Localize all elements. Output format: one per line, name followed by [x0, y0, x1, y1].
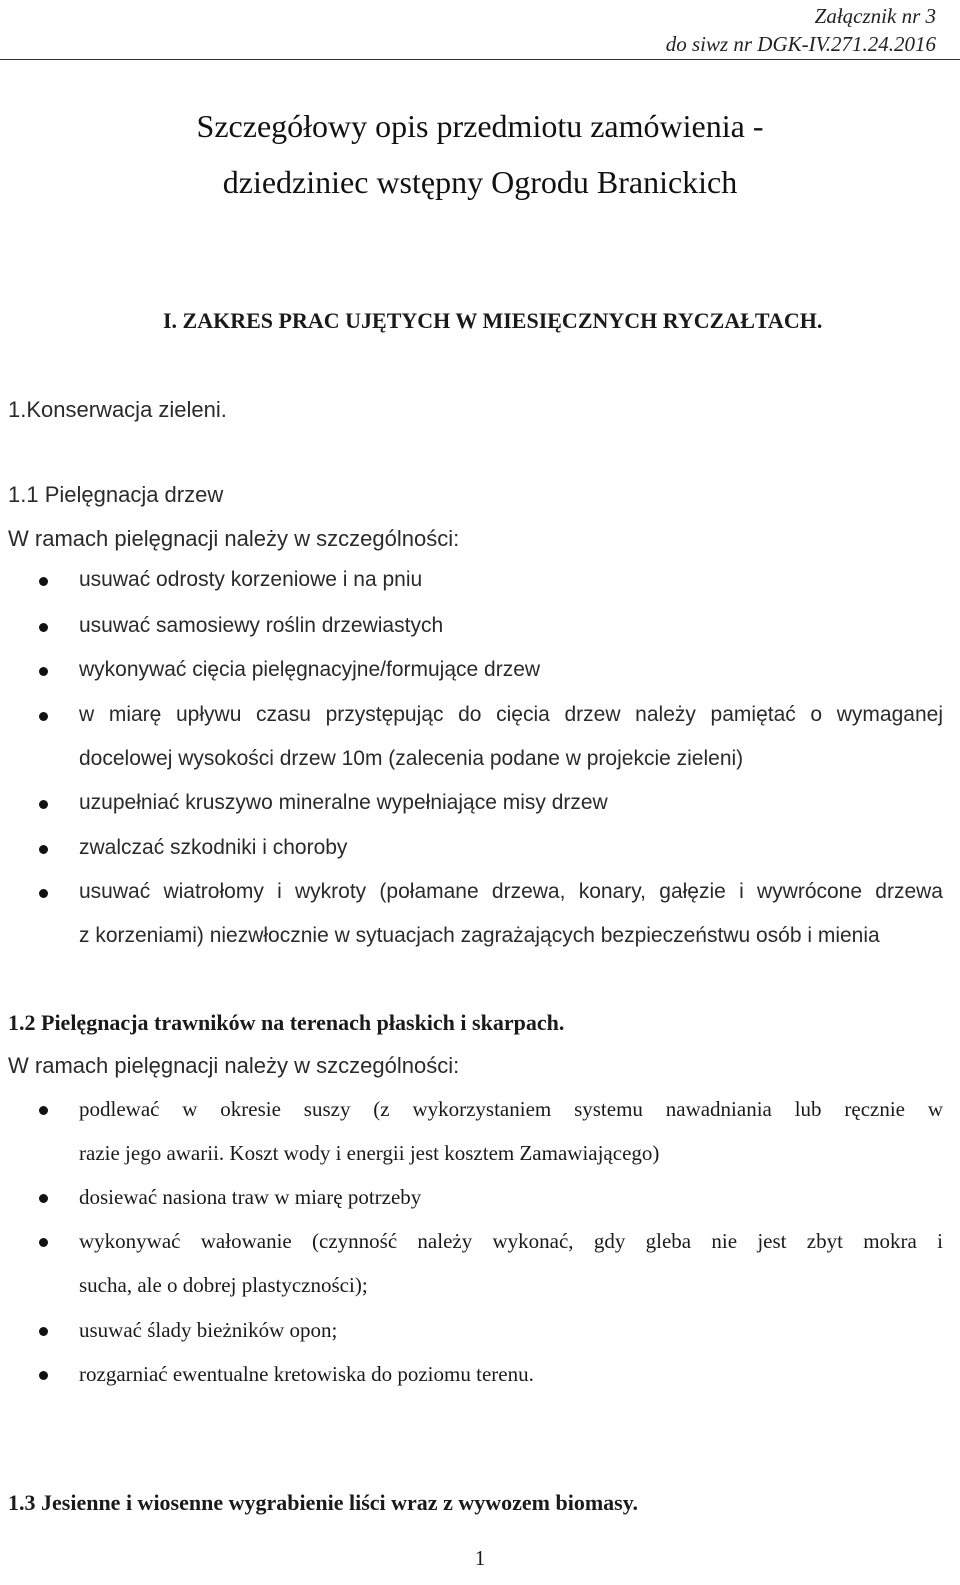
bullet-icon — [39, 712, 48, 721]
bullet-icon — [39, 1194, 48, 1203]
bullet-icon — [39, 623, 48, 632]
attachment-number: Załącznik nr 3 — [814, 4, 936, 28]
attachment-siwz-ref: do siwz nr DGK-IV.271.24.2016 — [665, 32, 936, 56]
list-item: usuwać samosiewy roślin drzewiastych — [79, 614, 444, 637]
list-item: dosiewać nasiona traw w miarę potrzeby — [79, 1185, 422, 1209]
header-divider — [0, 59, 960, 60]
list-item: uzupełniać kruszywo mineralne wypełniające misy drzew — [79, 791, 608, 814]
bullet-icon — [39, 1371, 48, 1380]
bullet-icon — [39, 845, 48, 854]
subsection-heading-1-2: 1.2 Pielęgnacja trawników na terenach płaskich i skarpach. — [8, 1010, 565, 1035]
page-number: 1 — [474, 1546, 486, 1570]
list-item: usuwać odrosty korzeniowe i na pniu — [79, 568, 423, 591]
page-title-line2: dziedziniec wstępny Ogrodu Branickich — [222, 164, 738, 200]
section-heading-I: I. ZAKRES PRAC UJĘTYCH W MIESIĘCZNYCH RYCZAŁTACH. — [163, 308, 823, 333]
list-item-continuation: docelowej wysokości drzew 10m (zalecenia podane w projekcie zieleni) — [79, 747, 744, 770]
list-item: podlewać w okresie suszy (z wykorzystaniem systemu nawadniania lub ręcznie w — [79, 1097, 943, 1121]
list-item-continuation: sucha, ale o dobrej plastyczności); — [79, 1273, 368, 1297]
bullet-icon — [39, 577, 48, 586]
page-title-line1: Szczegółowy opis przedmiotu zamówienia - — [196, 108, 764, 144]
list-item: w miarę upływu czasu przystępując do cięcia drzew należy pamiętać o wymaganej — [79, 703, 943, 726]
list-item: usuwać ślady bieżników opon; — [79, 1318, 338, 1342]
bullet-icon — [39, 800, 48, 809]
list-item: usuwać wiatrołomy i wykroty (połamane drzewa, konary, gałęzie i wywrócone drzewa — [79, 880, 943, 903]
bullet-icon — [39, 667, 48, 676]
subsection-heading-1-3: 1.3 Jesienne i wiosenne wygrabienie liści wraz z wywozem biomasy. — [8, 1490, 638, 1515]
section-heading-1: 1.Konserwacja zieleni. — [8, 397, 227, 422]
subsection-intro-1-2: W ramach pielęgnacji należy w szczególności: — [8, 1053, 460, 1078]
bullet-icon — [39, 1327, 48, 1336]
attachment-reference — [536, 2, 936, 58]
list-item: zwalczać szkodniki i choroby — [79, 836, 348, 859]
list-item-continuation: razie jego awarii. Koszt wody i energii jest kosztem Zamawiającego) — [79, 1141, 660, 1165]
list-item-continuation: z korzeniami) niezwłocznie w sytuacjach zagrażających bezpieczeństwu osób i mienia — [79, 924, 880, 947]
bullet-icon — [39, 1106, 48, 1115]
subsection-heading-1-1: 1.1 Pielęgnacja drzew — [8, 482, 224, 507]
bullet-icon — [39, 889, 48, 898]
list-item: wykonywać wałowanie (czynność należy wykonać, gdy gleba nie jest zbyt mokra i — [79, 1229, 943, 1253]
subsection-intro-1-1: W ramach pielęgnacji należy w szczególności: — [8, 526, 460, 551]
bullet-icon — [39, 1238, 48, 1247]
list-item: wykonywać cięcia pielęgnacyjne/formujące drzew — [79, 658, 541, 681]
list-item: rozgarniać ewentualne kretowiska do poziomu terenu. — [79, 1362, 534, 1386]
